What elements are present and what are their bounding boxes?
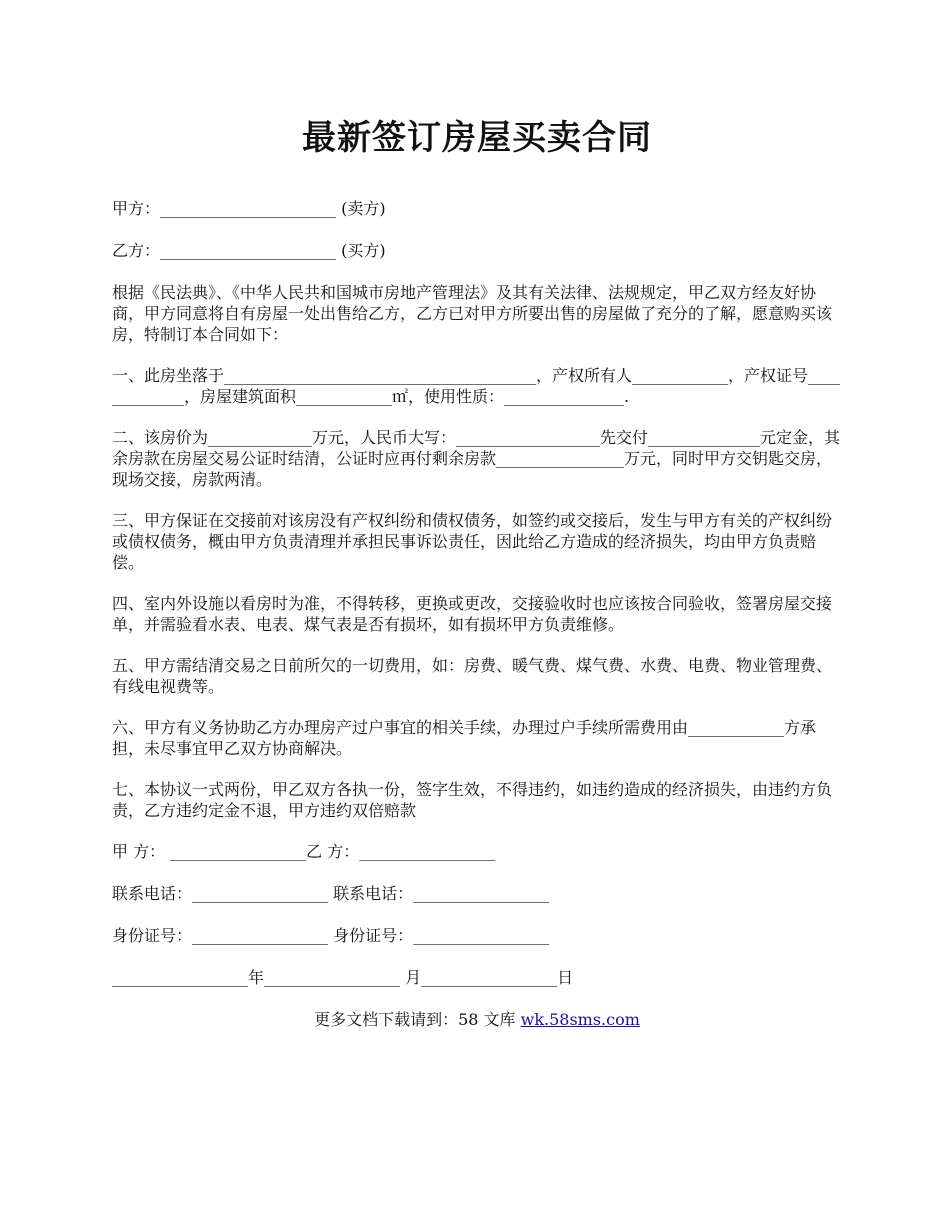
- signature-parties: 甲 方： _________________乙 方：_________________: [112, 842, 496, 861]
- clause-4: 四、室内外设施以看房时为准，不得转移，更换或更改，交接验收时也应该按合同验收，签署房屋交接单，并需验看水表、电表、煤气表是否有损坏，如有损坏甲方负责维修。: [112, 594, 833, 634]
- contract-page: [112, 108, 842, 1030]
- clause-7: 七、本协议一式两份，甲乙双方各执一份，签字生效，不得违约，如违约造成的经济损失，由违约方负责，乙方违约定金不退，甲方违约双倍赔款: [112, 780, 833, 820]
- signature-date: _________________年_________________ 月_________________日: [112, 968, 574, 987]
- signature-id: 身份证号：_________________ 身份证号：_________________: [112, 926, 550, 945]
- clause-6: 六、甲方有义务协助乙方办理房产过户事宜的相关手续，办理过户手续所需费用由____________方承担，未尽事宜甲乙双方协商解决。: [112, 718, 817, 758]
- intro-paragraph: 根据《民法典》、《中华人民共和国城市房地产管理法》及其有关法律、法规规定，甲乙双方经友好协商，甲方同意将自有房屋一处出售给乙方，乙方已对甲方所要出售的房屋做了充分的了解，愿意购买该房，特制订本合同如下：: [112, 283, 833, 344]
- party-a-line: 甲方：______________________ (卖方): [112, 199, 386, 218]
- footer: [112, 1009, 842, 1030]
- clause-1: 一、此房坐落于_______________________________________，产权所有人____________，产权证号_____________，房屋建筑面积____________㎡，使用性质：_______________.: [112, 366, 841, 406]
- footer-link[interactable]: wk.58sms.com: [520, 1010, 640, 1029]
- clause-2: 二、该房价为_____________万元，人民币大写：__________________先交付______________元定金，其余房款在房屋交易公证时结清，公证时应再付剩余房款________________万元，同时甲方交钥匙交房，现场交接，房款两清。: [112, 428, 841, 489]
- party-b-line: 乙方：______________________ (买方): [112, 241, 386, 260]
- clause-3: 三、甲方保证在交接前对该房没有产权纠纷和债权债务，如签约或交接后，发生与甲方有关的产权纠纷或债权债务，概由甲方负责清理并承担民事诉讼责任，因此给乙方造成的经济损失，均由甲方负责赔偿。: [112, 511, 833, 572]
- signature-phone: 联系电话：_________________ 联系电话：_________________: [112, 884, 550, 903]
- footer-text: 更多文档下载请到：58 文库: [314, 1010, 521, 1029]
- document-title: 最新签订房屋买卖合同: [302, 118, 652, 158]
- clause-5: 五、甲方需结清交易之日前所欠的一切费用，如：房费、暖气费、煤气费、水费、电费、物业管理费、有线电视费等。: [112, 656, 833, 696]
